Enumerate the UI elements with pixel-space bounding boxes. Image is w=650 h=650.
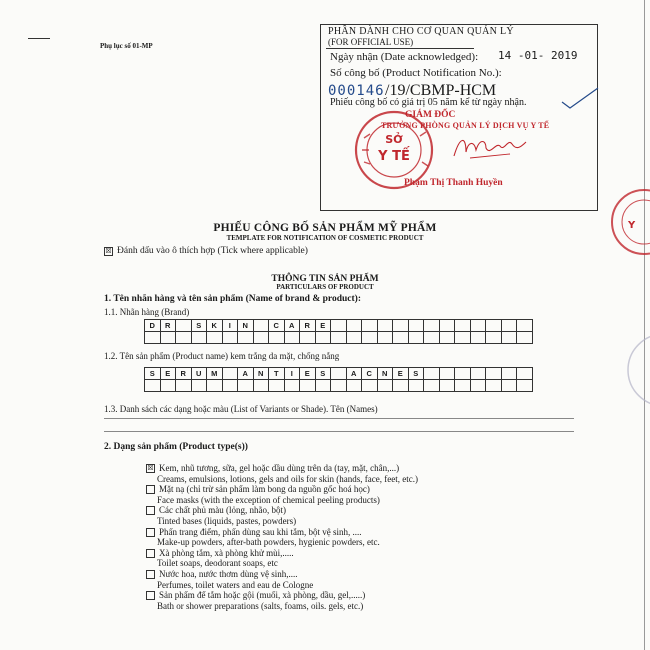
letter-cell: A [347, 368, 363, 380]
checkbox-icon[interactable] [146, 549, 155, 558]
tick-note-text: Đánh dấu vào ô thích hợp (Tick where applicable) [117, 246, 308, 256]
empty-cell [285, 332, 301, 344]
letter-cell: E [300, 368, 316, 380]
letter-cell [502, 320, 518, 332]
empty-cell [207, 380, 223, 392]
checkbox-icon[interactable] [146, 591, 155, 600]
partial-seal-icon [624, 330, 650, 410]
empty-cell [455, 332, 471, 344]
letter-cell: E [316, 320, 332, 332]
tick-note [104, 246, 308, 256]
letter-cell [424, 320, 440, 332]
letter-cell [517, 320, 533, 332]
empty-cell [285, 380, 301, 392]
letter-cell: E [393, 368, 409, 380]
empty-cell [440, 380, 456, 392]
empty-cell [409, 332, 425, 344]
letter-cell [331, 320, 347, 332]
letter-cell [471, 320, 487, 332]
letter-cell: E [161, 368, 177, 380]
letter-cell [424, 368, 440, 380]
partial-seal-icon [594, 186, 650, 256]
letter-cell: S [145, 368, 161, 380]
letter-cell: C [362, 368, 378, 380]
signer-name: Phạm Thị Thanh Huyền [404, 178, 503, 188]
department-title: TRƯỞNG PHÒNG QUẢN LÝ DỊCH VỤ Y TẾ [381, 121, 550, 130]
product-type-vi: Các chất phủ màu (lỏng, nhão, bột) [159, 505, 286, 516]
product-type-vi: Sản phẩm để tắm hoặc gội (muối, xà phòng, dầu, gel,.....) [159, 590, 366, 601]
checkbox-icon[interactable] [146, 485, 155, 494]
variants-label: 1.3. Danh sách các dạng hoặc màu (List of Variants or Shade). Tên (Names) [104, 404, 378, 414]
letter-cell [440, 320, 456, 332]
empty-cell [145, 380, 161, 392]
letter-cell: R [300, 320, 316, 332]
product-type-vi: Kem, nhũ tương, sữa, gel hoặc dầu dùng trên da (tay, mặt, chân,...) [159, 463, 400, 473]
official-underline [326, 48, 474, 49]
empty-cell [176, 332, 192, 344]
section2-heading: 2. Dạng sản phẩm (Product type(s)) [104, 442, 248, 452]
section1-heading: 1. Tên nhãn hàng và tên sản phẩm (Name of brand & product): [104, 294, 361, 304]
letter-cell [223, 368, 239, 380]
empty-cell [254, 332, 270, 344]
empty-cell [502, 332, 518, 344]
empty-cell [176, 380, 192, 392]
empty-cell [471, 332, 487, 344]
empty-cell [238, 332, 254, 344]
product-type-option[interactable] [146, 505, 418, 516]
product-type-en: Face masks (with the exception of chemical peeling products) [157, 494, 380, 505]
official-subtitle: (FOR OFFICIAL USE) [328, 37, 414, 47]
empty-cell [362, 380, 378, 392]
empty-cell [316, 332, 332, 344]
letter-cell: S [409, 368, 425, 380]
empty-cell [192, 380, 208, 392]
empty-cell [300, 332, 316, 344]
product-type-option[interactable] [146, 569, 418, 580]
form-subtitle: TEMPLATE FOR NOTIFICATION OF COSMETIC PRODUCT [226, 234, 424, 242]
product-type-option[interactable] [146, 463, 418, 474]
letter-cell [486, 320, 502, 332]
letter-cell: I [285, 368, 301, 380]
letter-cell: U [192, 368, 208, 380]
product-type-en: Toilet soaps, deodorant soaps, etc [157, 558, 278, 569]
handwritten-tick-icon [560, 86, 600, 110]
product-type-en: Bath or shower preparations (salts, foams, oils. gels, etc.) [157, 600, 364, 611]
empty-cell [455, 380, 471, 392]
letter-cell: R [176, 368, 192, 380]
empty-cell [502, 380, 518, 392]
letter-cell [393, 320, 409, 332]
empty-cell [269, 332, 285, 344]
letter-cell: N [238, 320, 254, 332]
letter-cell [176, 320, 192, 332]
brand-label: 1.1. Nhãn hàng (Brand) [104, 307, 190, 317]
product-type-en: Tinted bases (liquids, pastes, powders) [157, 515, 297, 526]
letter-cell [362, 320, 378, 332]
date-acknowledged-value: 14 -01- 2019 [498, 49, 578, 62]
letter-cell [409, 320, 425, 332]
letter-cell: S [192, 320, 208, 332]
letter-cell [254, 320, 270, 332]
letter-cell [471, 368, 487, 380]
notification-number-stamp: 000146 [328, 83, 385, 99]
empty-cell [161, 332, 177, 344]
seal-text: SỞ [385, 133, 403, 146]
brand-grid [144, 319, 533, 344]
empty-cell [486, 380, 502, 392]
checked-box-icon: ☒ [105, 246, 112, 255]
letter-cell [378, 320, 394, 332]
letter-cell: S [316, 368, 332, 380]
checked-box-icon[interactable]: ☒ [147, 464, 154, 472]
seal-text: Y TẾ [378, 149, 410, 164]
letter-cell [347, 320, 363, 332]
empty-cell [207, 332, 223, 344]
empty-cell [424, 380, 440, 392]
product-type-vi: Mặt nạ (chỉ trừ sản phẩm làm bong da nguồn gốc hoá học) [159, 484, 370, 495]
validity-note: Phiếu công bố có giá trị 05 năm kể từ ngày nhận. [330, 97, 527, 108]
product-type-en: Creams, emulsions, lotions, gels and oils for skin (hands, face, feet, etc.) [157, 473, 418, 484]
empty-cell [161, 380, 177, 392]
letter-cell: N [254, 368, 270, 380]
empty-cell [254, 380, 270, 392]
product-type-vi: Nước hoa, nước thơm dùng vệ sinh,.... [159, 568, 298, 579]
empty-cell [192, 332, 208, 344]
empty-cell [393, 380, 409, 392]
letter-cell [502, 368, 518, 380]
empty-cell [517, 332, 533, 344]
empty-cell [331, 380, 347, 392]
letter-cell: R [161, 320, 177, 332]
notification-number-label: Số công bố (Product Notification No.): [330, 67, 502, 79]
letter-cell: C [269, 320, 285, 332]
empty-cell [331, 332, 347, 344]
appendix-label: Phụ lục số 01-MP [100, 42, 153, 50]
empty-cell [378, 332, 394, 344]
empty-cell [517, 380, 533, 392]
empty-cell [269, 380, 285, 392]
empty-cell [316, 380, 332, 392]
checkbox-icon[interactable] [146, 528, 155, 537]
empty-cell [378, 380, 394, 392]
letter-cell: D [145, 320, 161, 332]
empty-cell [393, 332, 409, 344]
letter-cell [440, 368, 456, 380]
product-name-grid [144, 367, 533, 392]
checkbox-icon[interactable] [146, 570, 155, 579]
letter-cell: N [378, 368, 394, 380]
product-type-option[interactable] [146, 590, 418, 601]
empty-cell [347, 332, 363, 344]
product-type-list [146, 463, 418, 611]
product-type-option[interactable] [146, 484, 418, 495]
letter-cell [517, 368, 533, 380]
product-name-label: 1.2. Tên sản phẩm (Product name) kem trắng da mặt, chống nắng [104, 351, 340, 361]
empty-cell [424, 332, 440, 344]
fill-line [104, 431, 574, 432]
empty-cell [471, 380, 487, 392]
product-type-vi: Phấn trang điểm, phấn dùng sau khi tắm, bột vệ sinh, .... [159, 526, 362, 537]
empty-cell [238, 380, 254, 392]
empty-cell [223, 380, 239, 392]
empty-cell [223, 332, 239, 344]
letter-cell: A [285, 320, 301, 332]
letter-cell: A [238, 368, 254, 380]
empty-cell [362, 332, 378, 344]
scan-mark [28, 38, 50, 39]
empty-cell [347, 380, 363, 392]
product-type-vi: Xà phòng tắm, xà phòng khử mùi,..... [159, 547, 294, 558]
letter-cell: M [207, 368, 223, 380]
signature-icon [450, 128, 530, 168]
product-type-option[interactable] [146, 548, 418, 559]
official-title: PHẦN DÀNH CHO CƠ QUAN QUẢN LÝ [328, 26, 514, 37]
letter-cell [486, 368, 502, 380]
checkbox-icon[interactable] [146, 506, 155, 515]
product-type-en: Perfumes, toilet waters and eau de Cologne [157, 579, 314, 590]
product-type-en: Make-up powders, after-bath powders, hygienic powders, etc. [157, 537, 380, 548]
empty-cell [300, 380, 316, 392]
empty-cell [440, 332, 456, 344]
empty-cell [486, 332, 502, 344]
particulars-title: THÔNG TIN SẢN PHẨM [271, 274, 379, 284]
notification-number-suffix: /19/CBMP-HCM [385, 82, 497, 99]
fill-line [104, 418, 574, 419]
letter-cell: K [207, 320, 223, 332]
empty-cell [409, 380, 425, 392]
letter-cell [455, 320, 471, 332]
director-title: GIÁM ĐỐC [405, 110, 456, 120]
letter-cell [331, 368, 347, 380]
letter-cell: I [223, 320, 239, 332]
empty-cell [145, 332, 161, 344]
svg-text:Y: Y [628, 220, 636, 231]
date-acknowledged-label: Ngày nhận (Date acknowledged): [330, 51, 479, 63]
scan-edge [644, 0, 645, 650]
form-title: PHIẾU CÔNG BỐ SẢN PHẨM MỸ PHẨM [213, 222, 437, 234]
product-type-option[interactable] [146, 527, 418, 538]
particulars-subtitle: PARTICULARS OF PRODUCT [276, 283, 374, 291]
letter-cell: T [269, 368, 285, 380]
letter-cell [455, 368, 471, 380]
